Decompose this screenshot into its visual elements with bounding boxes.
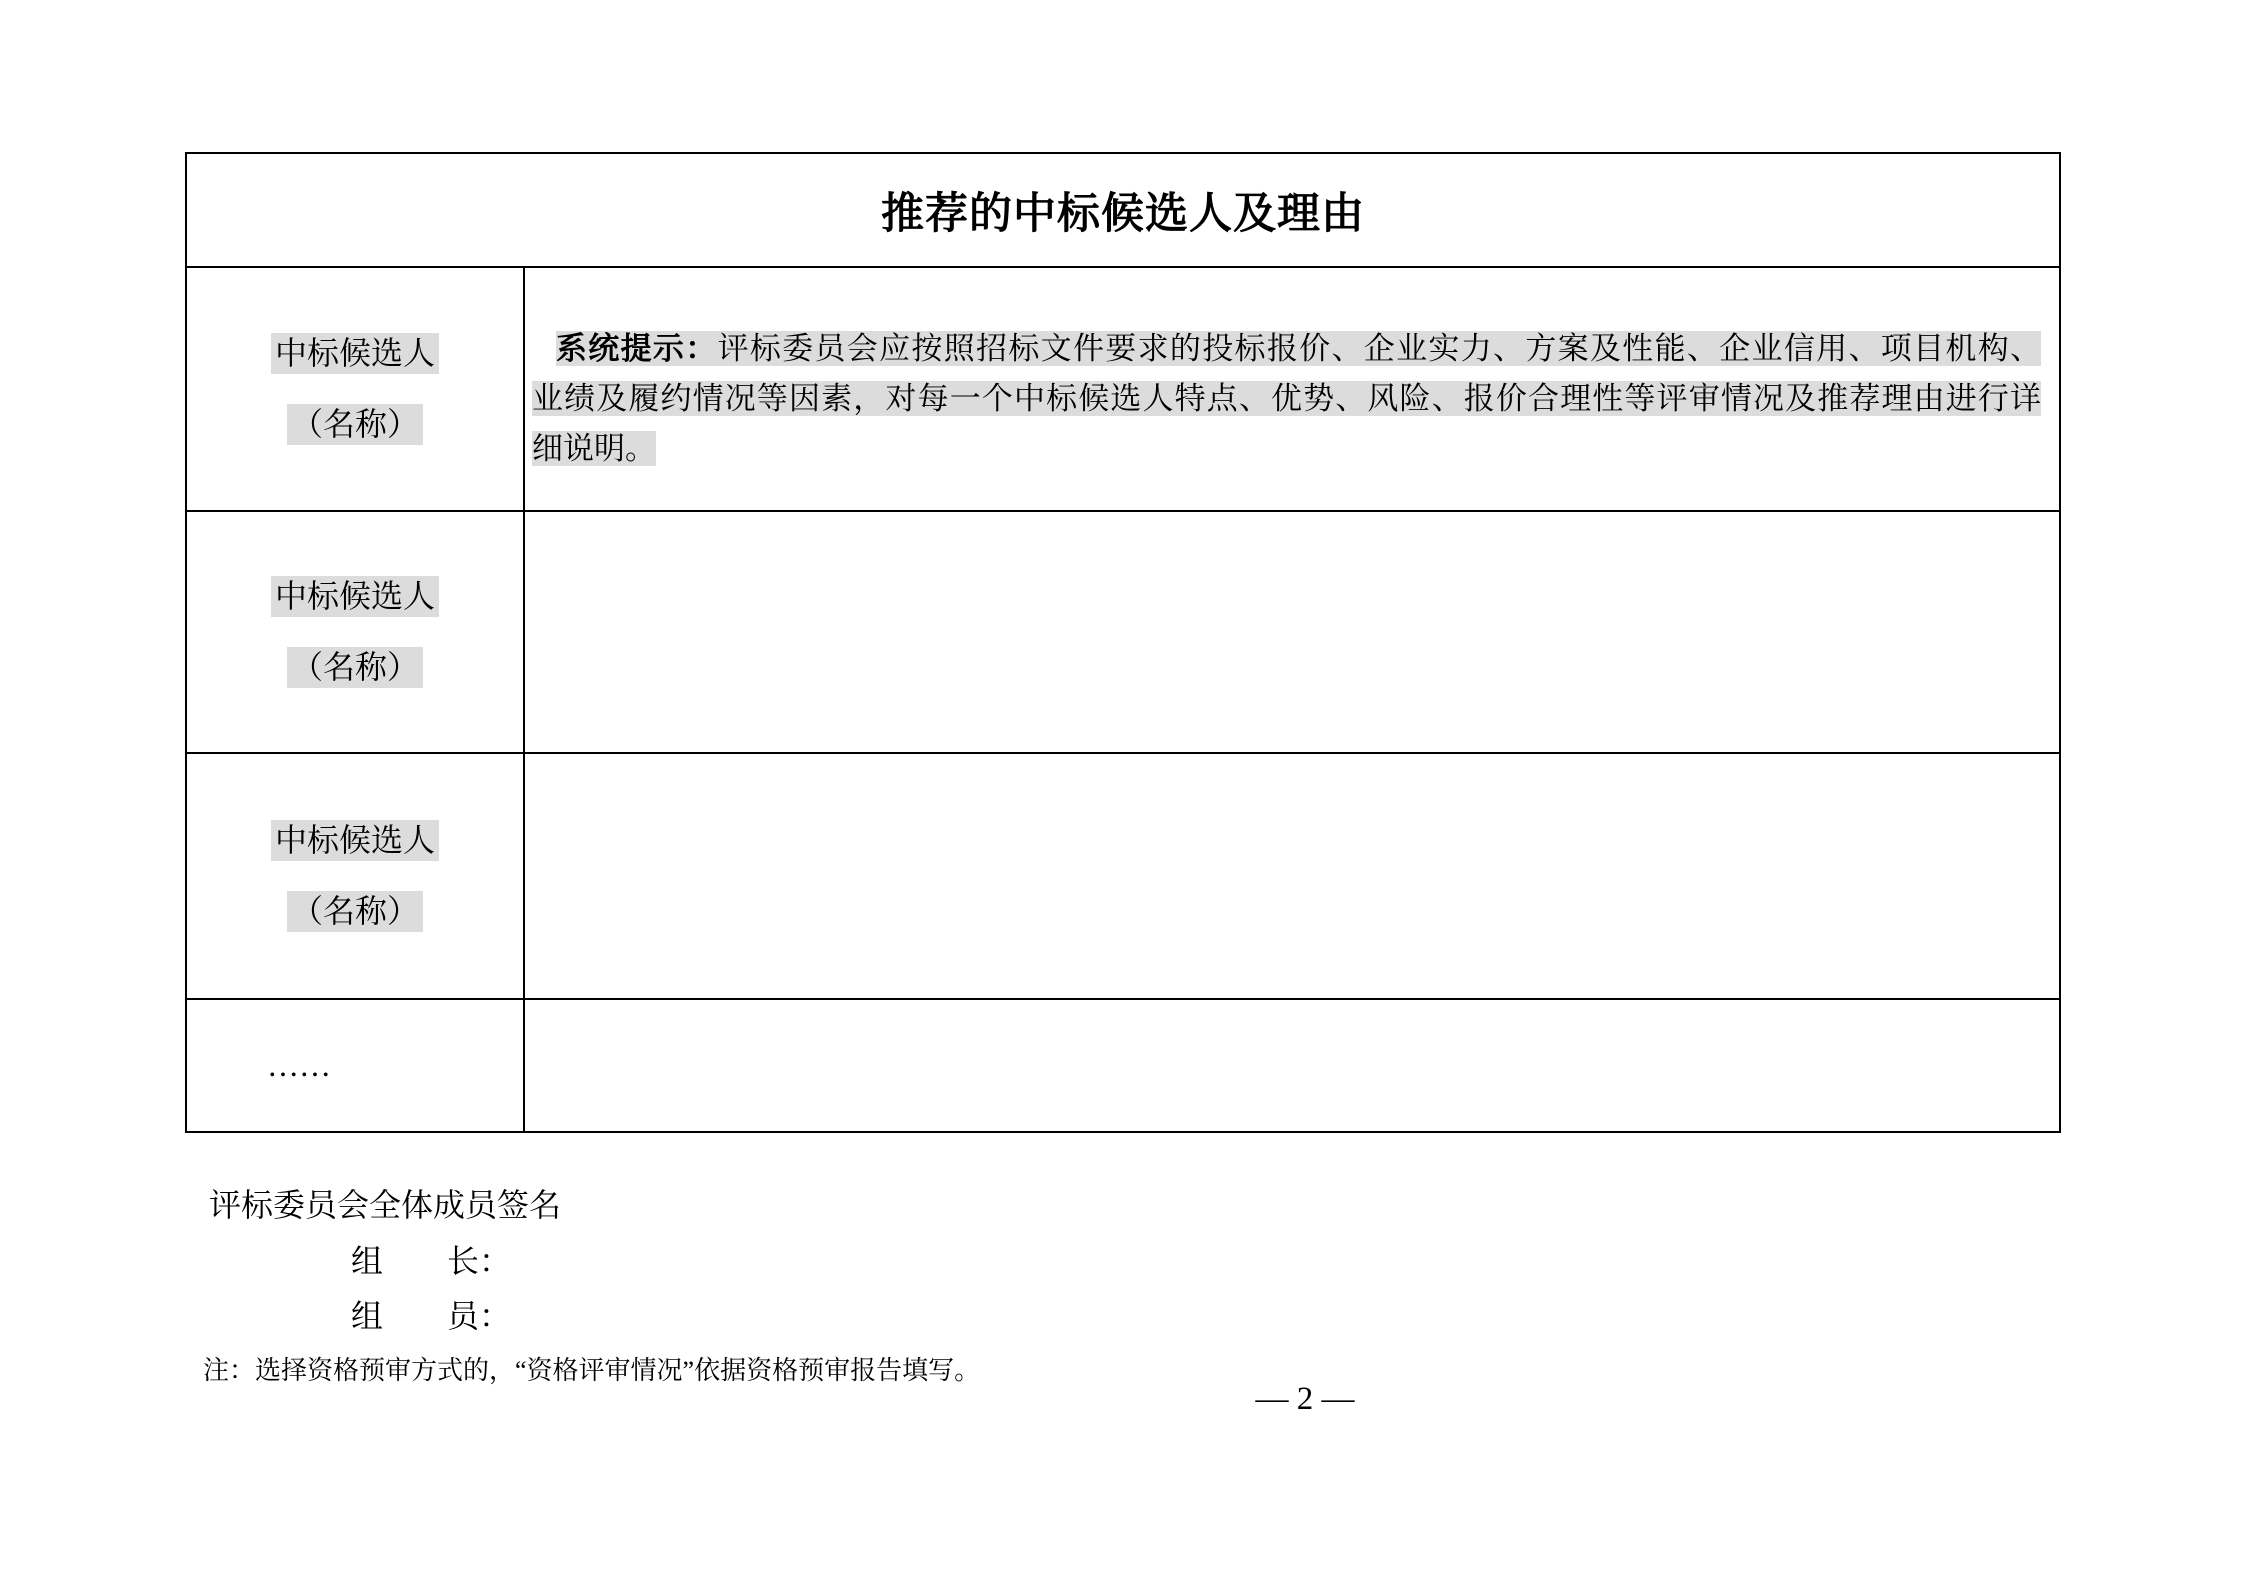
candidate-2-label-cell [187, 512, 525, 752]
signature-heading: 评标委员会全体成员签名 [209, 1187, 562, 1223]
page-number: — 2 — [1255, 1381, 1355, 1417]
ellipsis-row [187, 998, 2059, 1131]
footnote: 注：选择资格预审方式的，“资格评审情况”依据资格预审报告填写。 [203, 1356, 981, 1385]
ellipsis-content-cell [525, 1000, 2059, 1131]
table-title-row [187, 154, 2059, 266]
candidate-name-paren-label: （名称） [287, 647, 423, 688]
candidate-1-content-cell [525, 268, 2059, 510]
candidate-row-3 [187, 752, 2059, 998]
candidate-name-label: 中标候选人 [271, 820, 439, 861]
ellipsis-label: …… [267, 1046, 331, 1083]
page-title: 推荐的中标候选人及理由 [881, 190, 1365, 238]
candidate-2-content-cell [525, 512, 2059, 752]
candidate-name-paren-label: （名称） [287, 404, 423, 445]
system-hint-line-2: 业绩及履约情况等因素，对每一个中标候选人特点、优势、风险、报价合理性等评审情况及推荐理由进行详 [532, 381, 2041, 416]
system-hint-line-1 [532, 324, 2041, 374]
ellipsis-label-cell [187, 1000, 525, 1131]
leader-signature-line: 组 长： [351, 1243, 512, 1279]
candidate-row-2 [187, 510, 2059, 752]
candidate-name-paren-label: （名称） [287, 891, 423, 932]
candidate-3-content-cell [525, 754, 2059, 998]
candidate-row-1 [187, 266, 2059, 510]
candidate-name-label: 中标候选人 [271, 576, 439, 617]
system-hint-prefix: 系统提示： [556, 331, 718, 366]
candidate-3-label-cell [187, 754, 525, 998]
candidate-name-label: 中标候选人 [271, 333, 439, 374]
candidate-1-label-cell [187, 268, 525, 510]
member-signature-line: 组 员： [351, 1298, 512, 1334]
system-hint-line-3: 细说明。 [532, 431, 656, 466]
candidates-table [185, 152, 2061, 1133]
system-hint-text-1: 评标委员会应按照招标文件要求的投标报价、企业实力、方案及性能、企业信用、项目机构、 [717, 331, 2042, 366]
